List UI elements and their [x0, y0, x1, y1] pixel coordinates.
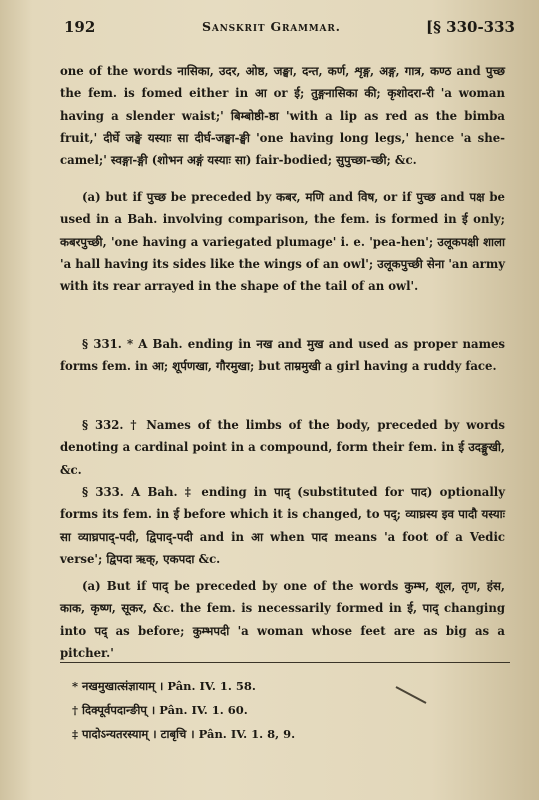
paragraph-text: one of the words नासिका, उदर, ओष्ठ, जङ्घा, दन्त, कर्ण, शृङ्ग, अङ्ग, गात्र, कण्ठ and पुच्छ the fem. is fomed either in आ or ई; तुङ्गनासिका की; कृशोदरा-री 'a woman having a slender waist;' बिम्बोष्ठी-ष्ठा 'with a lip as red as the bimba fruit,' दीर्घे जङ्घे यस्याः सा दीर्घ-जङ्घा-ङ्घी 'one having long legs,' hence 'a she-camel;' स्वङ्गा-ङ्गी (शोभन अङ्गं यस्याः सा) fair-bodied; सुपुच्छा-च्छी; &c.: [60, 64, 505, 168]
paragraph-text: (a) But if पाद् be preceded by one of the words कुम्भ, शूल, तृण, हंस, काक, कृष्ण, सूकर, &c. the fem. is necessarily formed in ई, पाद् changing into पद् as before; कुम्भपदी 'a woman whose feet are as big as a pitcher.': [60, 579, 505, 660]
paragraph-text: § 332. † Names of the limbs of the body, preceded by words denoting a cardinal point in a compound, form their fem. in ई उदङ्मुखी, &c.: [60, 418, 505, 477]
paragraph-333: [60, 481, 505, 570]
section-range: [§ 330-333: [425, 18, 515, 36]
footnote: * नखमुखात्संज्ञायाम् । Pân. IV. 1. 58.: [72, 679, 256, 693]
footnote: † दिक्पूर्वपदान्ङीप् । Pân. IV. 1. 60.: [72, 703, 248, 717]
paragraph-332: [60, 414, 505, 481]
running-title: Sanskrit Grammar.: [202, 19, 341, 34]
paragraph-330-a: [60, 186, 505, 297]
footnotes: [72, 674, 492, 746]
paragraph-330-continued: [60, 60, 505, 171]
paragraph-331: [60, 333, 505, 378]
paragraph-text: (a) but if पुच्छ be preceded by कबर, मणि and विष, or if पुच्छ and पक्ष be used in a Bah. involving comparison, the fem. is formed in ई only; कबरपुच्छी, 'one having a variegated plumage' i. e. 'pea-hen'; उलूकपक्षी शाला 'a hall having its sides like the wings of an owl'; उलूकपुच्छी सेना 'an army with its rear arrayed in the shape of the tail of an owl'.: [60, 190, 505, 294]
paragraph-text: § 333. A Bah. ‡ ending in पाद् (substituted for पाद) optionally forms its fem. in ई before which it is changed, to पद्; व्याघ्रस्य इव पादौ यस्याः सा व्याघ्रपाद्-पदी, द्विपाद्-पदी and in आ when पाद means 'a foot of a Vedic verse'; द्विपदा ऋक्, एकपदा &c.: [60, 485, 505, 566]
footnote: ‡ पादोऽन्यतरस्याम् । टाबृचि । Pân. IV. 1. 8, 9.: [72, 727, 296, 741]
paragraph-333-a: [60, 575, 505, 664]
paragraph-text: § 331. * A Bah. ending in नख and मुख and used as proper names forms fem. in आ; शूर्पणखा, गौरमुखा; but ताम्रमुखी a girl having a ruddy face.: [60, 337, 505, 374]
footnote-divider: [60, 662, 510, 663]
page-number: 192: [64, 18, 96, 36]
page-header: [62, 18, 523, 40]
